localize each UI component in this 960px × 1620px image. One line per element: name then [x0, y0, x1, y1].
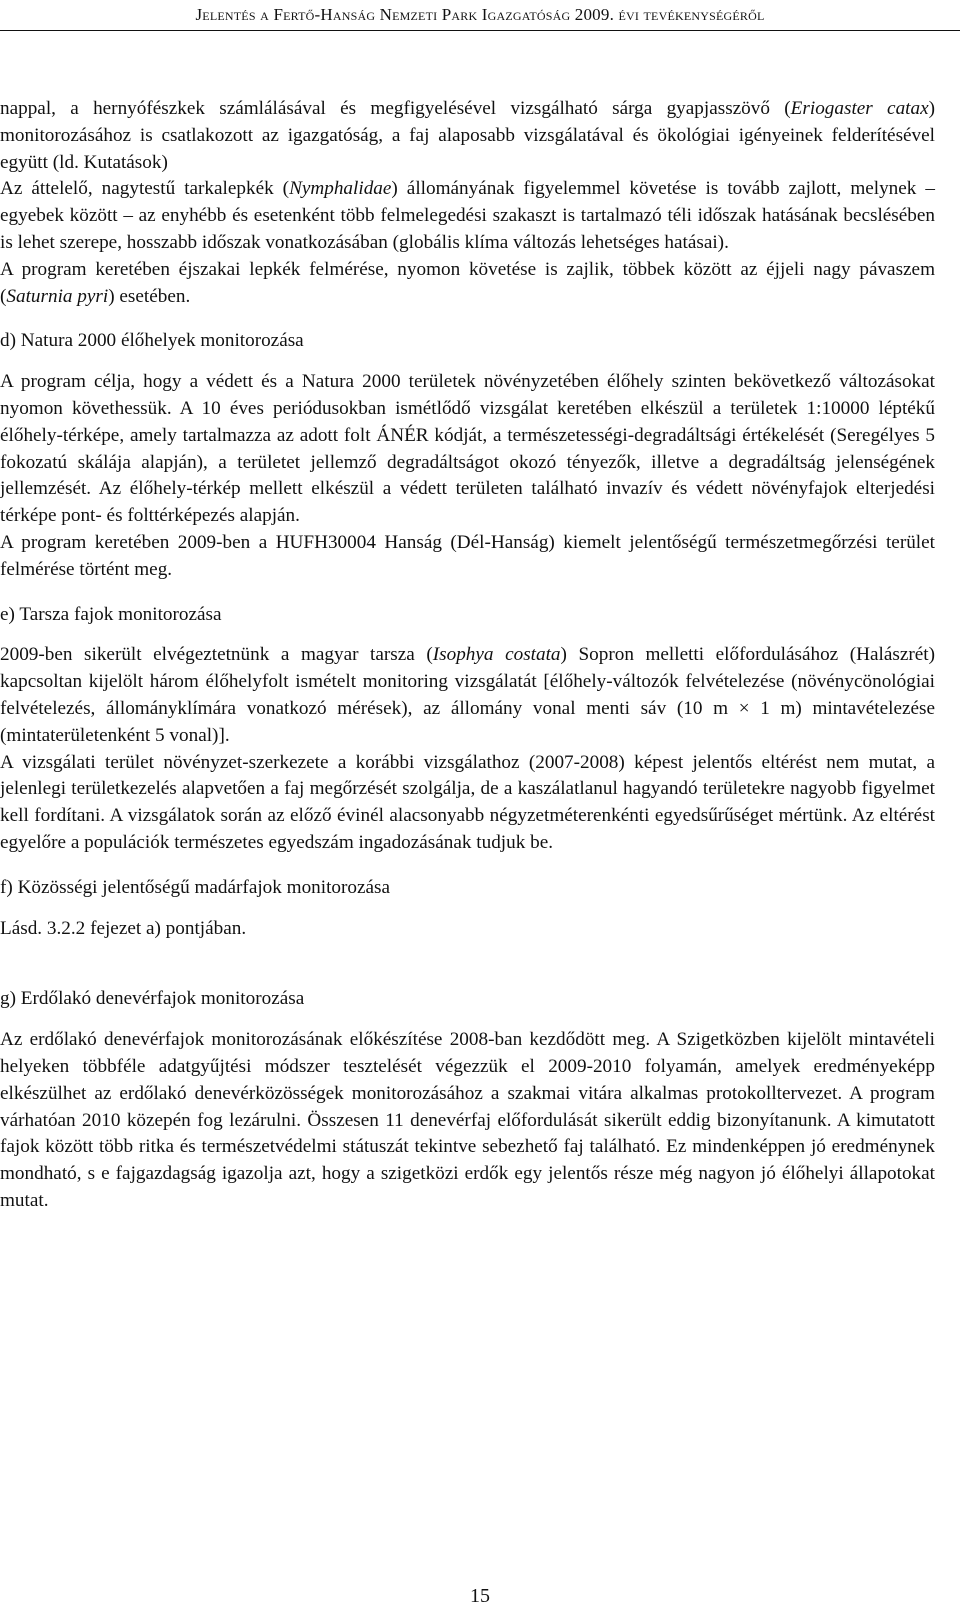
paragraph-bats: Az erdőlakó denevérfajok monitorozásának előkészítése 2008-ban kezdődött meg. A Szigetközben kijelölt mintavételi helyeken többféle adatgyűjtési módszer tesztelését végezzük el 2009-2010 folyamán, amelyek eredményeképp elkészülhet az erdőlakó denevérközösségek monitorozásához a szakmai vitára alkalmas protokolltervezet. A program várhatóan 2010 közepén fog lezárulni. Összesen 11 denevérfaj előfordulását sikerült eddig bizonyítanunk. A kimutatott fajok között több ritka és természetvédelmi státuszát tekintve sebezhető faj található. Ez mindenképpen jó eredménynek mondható, s e fajgazdagság igazolja azt, hogy a szigetközi erdők egy jelentős része még nagyon jó élőhelyi állapotokat mutat.: [0, 1029, 935, 1211]
section-heading-d: d) Natura 2000 élőhelyek monitorozása: [0, 330, 304, 352]
taxon-nymphalidae: Nymphalidae: [289, 178, 392, 200]
paragraph-isophya: [0, 642, 935, 749]
paragraph-night-moths: [0, 257, 935, 311]
p6-text-a: 2009-ben sikerült elvégeztetnünk a magyar tarsza (: [0, 644, 433, 666]
species-saturnia-pyri: Saturnia pyri: [6, 285, 109, 307]
p1-text-c: ) monitorozásához is csatlakozott az igazgatóság, a faj alaposabb vizsgálatával és ökológiai igényeinek felderítésével együtt (ld. Kutatások): [0, 98, 936, 173]
p1-text-a: nappal, a hernyófészkek számlálásával és megfigyelésével vizsgálható sárga gyapjasszövő (: [0, 98, 791, 119]
section-heading-g: g) Erdőlakó denevérfajok monitorozása: [0, 988, 305, 1010]
paragraph-see-chapter: Lásd. 3.2.2 fejezet a) pontjában.: [0, 917, 247, 939]
paragraph-hansag-survey: A program keretében 2009-ben a HUFH30004 Hanság (Dél-Hanság) kiemelt jelentőségű természetmegőrzési terület felmérése történt meg.: [0, 531, 935, 580]
p3-text-c: ) esetében.: [108, 285, 191, 307]
p6-text-c: ) Sopron melletti előfordulásához (Halászrét) kapcsoltan kijelölt három élőhelyfolt ismételt monitoring vizsgálatát [élőhely-változók felvételezése (növénycönológiai felvételezés, állományklímára vonatkozó mérések), az állomány vonal menti sáv (10 m × 1 m) mintavételezése (mintaterületenként 5 vonal)].: [0, 644, 935, 746]
species-eriogaster-catax: Eriogaster catax: [790, 98, 929, 119]
paragraph-eriogaster: [0, 96, 935, 176]
paragraph-nymphalidae: [0, 176, 935, 256]
page-body: [0, 96, 935, 1215]
header-rule: [0, 30, 960, 31]
species-isophya-costata: Isophya costata: [432, 644, 561, 666]
paragraph-vegetation-structure: A vizsgálati terület növényzet-szerkezete a korábbi vizsgálathoz (2007-2008) képest jelentős eltérést nem mutat, a jelenlegi területkezelés alapvetően a faj megőrzését szolgálja, de a kaszálatlanul hagyandó területekre nagyobb figyelmet kell fordítani. A vizsgálatok során az előző évinél alacsonyabb négyzetméterenkénti egyedsűrűséget mértünk. Az eltérést egyelőre a populációk természetes egyedszám ingadozásának tudjuk be.: [0, 751, 935, 853]
p2-text-c: ) állományának figyelemmel követése is tovább zajlott, melynek – egyebek között – az enyhébb és esetenként több felmelegedési szakaszt is tartalmazó téli időszak hatásának becslésében is lehet szerepe, hosszabb időszak vonatkozásában (globális klíma változás lehetséges hatásai).: [0, 178, 935, 253]
section-heading-f: f) Közösségi jelentőségű madárfajok monitorozása: [0, 876, 391, 898]
p3-text-a: A program keretében éjszakai lepkék felmérése, nyomon követése is zajlik, többek között az éjjeli nagy pávaszem (: [0, 258, 935, 307]
p2-text-a: Az áttelelő, nagytestű tarkalepkék (: [0, 178, 290, 200]
page-number: 15: [470, 1585, 490, 1607]
running-header: Jelentés a Fertő-Hanság Nemzeti Park Igazgatóság 2009. évi tevékenységéről: [195, 5, 765, 24]
section-heading-e: e) Tarsza fajok monitorozása: [0, 603, 222, 625]
paragraph-natura-habitats: A program célja, hogy a védett és a Natura 2000 területek növényzetében élőhely szinten bekövetkező változásokat nyomon követhessük. A 10 éves periódusokban ismétlődő vizsgálat keretében elkészül a területek 1:10000 léptékű élőhely-térképe, amely tartalmazza az adott folt ÁNÉR kódját, a természetességi-degradáltsági értékelését (Seregélyes 5 fokozatú skálája alapján), a területet jellemző degradáltságot okozó tényezők, illetve a degradáltság jelenségének jellemzését. Az élőhely-térkép mellett elkészül a védett területen található invazív és védett növényfajok elterjedési térképe pont- és folttérképezés alapján.: [0, 371, 935, 527]
